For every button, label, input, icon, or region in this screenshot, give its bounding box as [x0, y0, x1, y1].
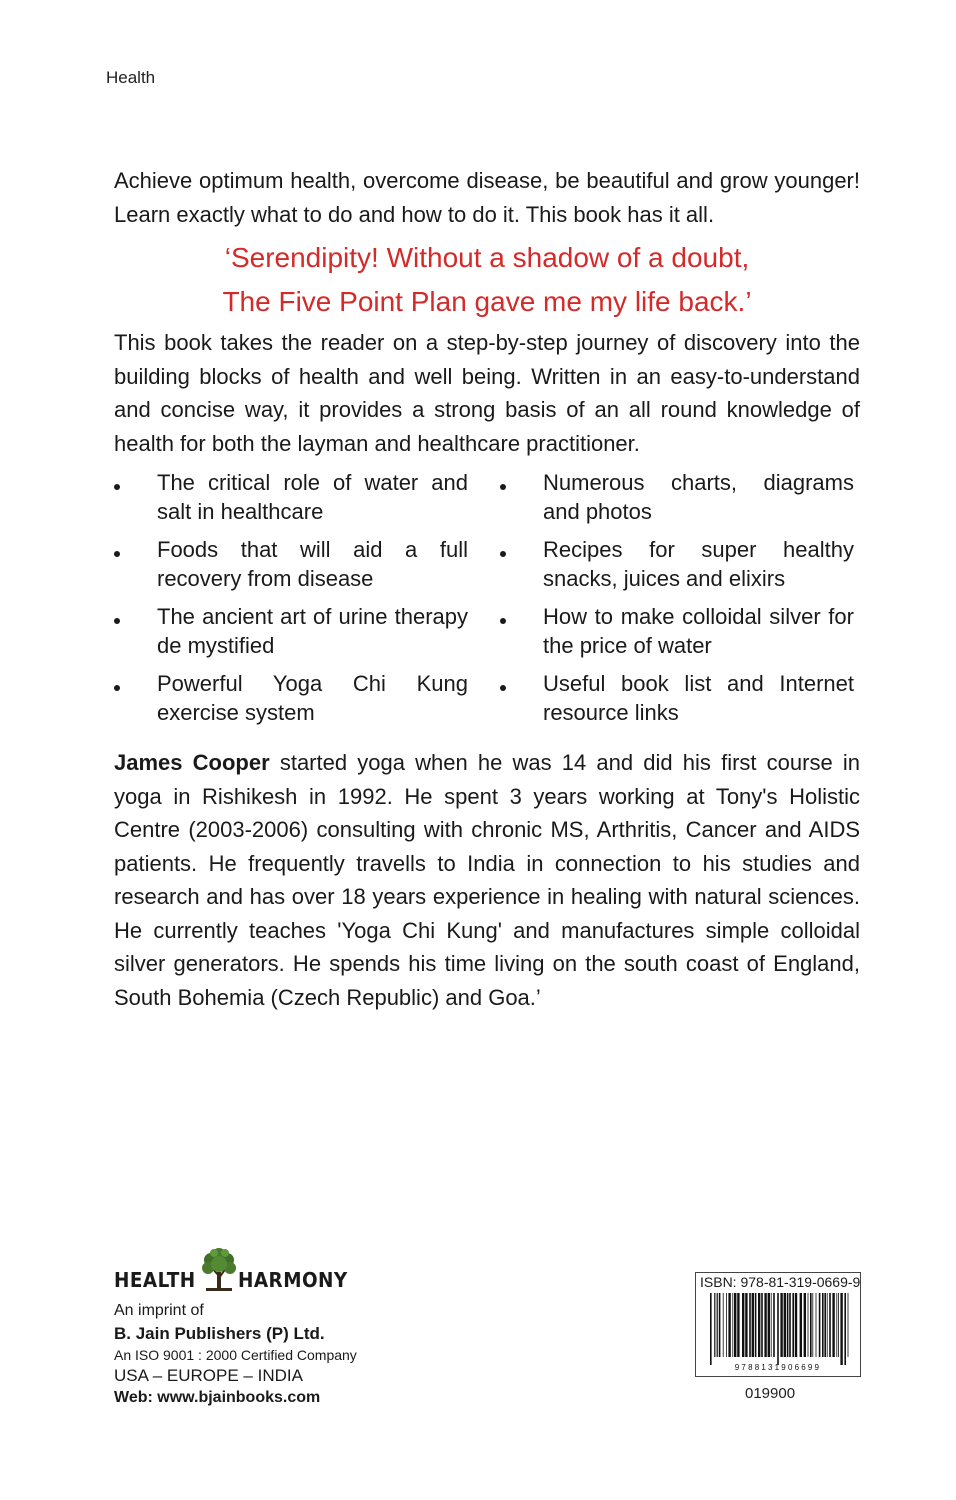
description-paragraph: This book takes the reader on a step-by-step journey of discovery into the building blocks of health and well being. Written in an easy-to-understand and concise way, it provides a strong basis of an all round knowledge of health for both the layman and healthcare practitioner.: [114, 330, 860, 456]
list-item: [114, 669, 468, 729]
barcode-bar: [728, 1293, 730, 1357]
feature-text: Recipes for super healthy snacks, juices and elixirs: [543, 537, 854, 591]
barcode-bar: [749, 1293, 751, 1357]
barcode-bar: [723, 1293, 724, 1357]
bullet-icon: [500, 618, 506, 624]
barcode-bar: [726, 1293, 727, 1357]
barcode-bar: [714, 1293, 715, 1357]
barcode-bar: [777, 1293, 779, 1365]
list-item: [114, 535, 468, 595]
quote-line-2: The Five Point Plan gave me my life back.’: [222, 286, 752, 317]
barcode-bar: [832, 1293, 834, 1357]
barcode-bar: [719, 1293, 721, 1357]
barcode-bar: [789, 1293, 791, 1357]
quote-line-1: ‘Serendipity! Without a shadow of a doubt,: [224, 242, 750, 273]
bullet-icon: [500, 551, 506, 557]
barcode-bar: [773, 1293, 775, 1357]
bullet-icon: [114, 551, 120, 557]
feature-text: How to make colloidal silver for the price of water: [543, 604, 854, 658]
barcode-icon: [702, 1293, 854, 1373]
barcode-bar: [717, 1293, 718, 1357]
logo-word-left: HEALTH: [114, 1268, 196, 1292]
barcode-bar: [742, 1293, 744, 1357]
testimonial-quote: [114, 236, 860, 324]
barcode-bar: [795, 1293, 797, 1357]
barcode-bar: [755, 1293, 757, 1357]
barcode-bar: [824, 1293, 826, 1357]
barcode-bar: [768, 1293, 770, 1357]
barcode-bar: [816, 1293, 817, 1357]
bullet-icon: [114, 685, 120, 691]
barcode-bar: [840, 1293, 842, 1365]
author-bio: [114, 746, 860, 1014]
logo-word-right: HARMONY: [238, 1268, 348, 1292]
list-item: [114, 602, 468, 662]
bullet-icon: [114, 484, 120, 490]
barcode-bar: [829, 1293, 831, 1357]
feature-text: Foods that will aid a full recovery from disease: [157, 537, 468, 591]
price-code: 019900: [745, 1385, 796, 1402]
barcode-bar: [827, 1293, 828, 1357]
barcode-bar: [710, 1293, 712, 1365]
feature-text: Powerful Yoga Chi Kung exercise system: [157, 671, 468, 725]
bullet-icon: [500, 484, 506, 490]
publisher-name: B. Jain Publishers (P) Ltd.: [114, 1324, 325, 1343]
barcode-bar: [819, 1293, 821, 1357]
barcode-bar: [784, 1293, 786, 1357]
barcode-bar: [804, 1293, 806, 1357]
barcode-bar: [764, 1293, 766, 1357]
list-item: [500, 468, 854, 528]
barcode-bar: [792, 1293, 794, 1357]
publisher-logo: [114, 1246, 434, 1296]
imprint-text: An imprint of: [114, 1302, 204, 1319]
barcode-bar: [761, 1293, 763, 1357]
barcode-bar: [771, 1293, 772, 1357]
feature-text: Numerous charts, diagrams and photos: [543, 470, 854, 524]
barcode-bar: [812, 1293, 813, 1357]
barcode-bar: [716, 1293, 717, 1357]
barcode-digits: 9788131906699: [734, 1363, 822, 1372]
barcode-bar: [800, 1293, 802, 1357]
publisher-website: Web: www.bjainbooks.com: [114, 1389, 321, 1406]
barcode-bar: [780, 1293, 782, 1357]
list-item: [500, 535, 854, 595]
isbn-number: ISBN: 978-81-319-0669-9: [700, 1274, 861, 1290]
barcode-bar: [844, 1293, 846, 1365]
isbn-barcode: [695, 1272, 861, 1377]
barcode-bar: [838, 1293, 839, 1357]
author-name: James Cooper: [114, 750, 270, 775]
barcode-bar: [810, 1293, 812, 1357]
iso-certification: An ISO 9001 : 2000 Certified Company: [114, 1347, 357, 1363]
barcode-bar: [758, 1293, 760, 1357]
publisher-regions: USA – EUROPE – INDIA: [114, 1366, 303, 1385]
barcode-bar: [808, 1293, 809, 1357]
barcode-bar: [732, 1293, 733, 1357]
publisher-block: [114, 1246, 434, 1406]
bullet-icon: [114, 618, 120, 624]
feature-text: The ancient art of urine therapy de mystified: [157, 604, 468, 658]
bio-text: started yoga when he was 14 and did his first course in yoga in Rishikesh in 1992. He spent 3 years working at Tony's Holistic Centre (2003-2006) consulting with chronic MS, Arthritis, Cancer and AIDS patients. He frequently travells to India in connection to his studies and research and has over 18 years experience in healing with natural sciences. He currently teaches 'Yoga Chi Kung' and manufactures simple colloidal silver generators. He spends his time living on the south coast of England, South Bohemia (Czech Republic) and Goa.’: [114, 750, 860, 1010]
barcode-bar: [737, 1293, 739, 1357]
tree-icon: [200, 1246, 238, 1292]
list-item: [114, 468, 468, 528]
barcode-bar: [734, 1293, 736, 1357]
category-label: Health: [106, 68, 156, 87]
list-item: [500, 602, 854, 662]
feature-text: The critical role of water and salt in healthcare: [157, 470, 468, 524]
barcode-bar: [787, 1293, 789, 1357]
feature-list: [114, 468, 860, 738]
list-item: [500, 669, 854, 729]
feature-text: Useful book list and Internet resource links: [543, 671, 854, 725]
barcode-bar: [822, 1293, 824, 1357]
barcode-bar: [745, 1293, 747, 1357]
barcode-bar: [848, 1293, 849, 1357]
barcode-bar: [836, 1293, 837, 1357]
barcode-bar: [752, 1293, 754, 1357]
intro-paragraph: Achieve optimum health, overcome disease, be beautiful and grow younger! Learn exactly what to do and how to do it. This book has it all.: [114, 168, 860, 227]
bullet-icon: [500, 685, 506, 691]
